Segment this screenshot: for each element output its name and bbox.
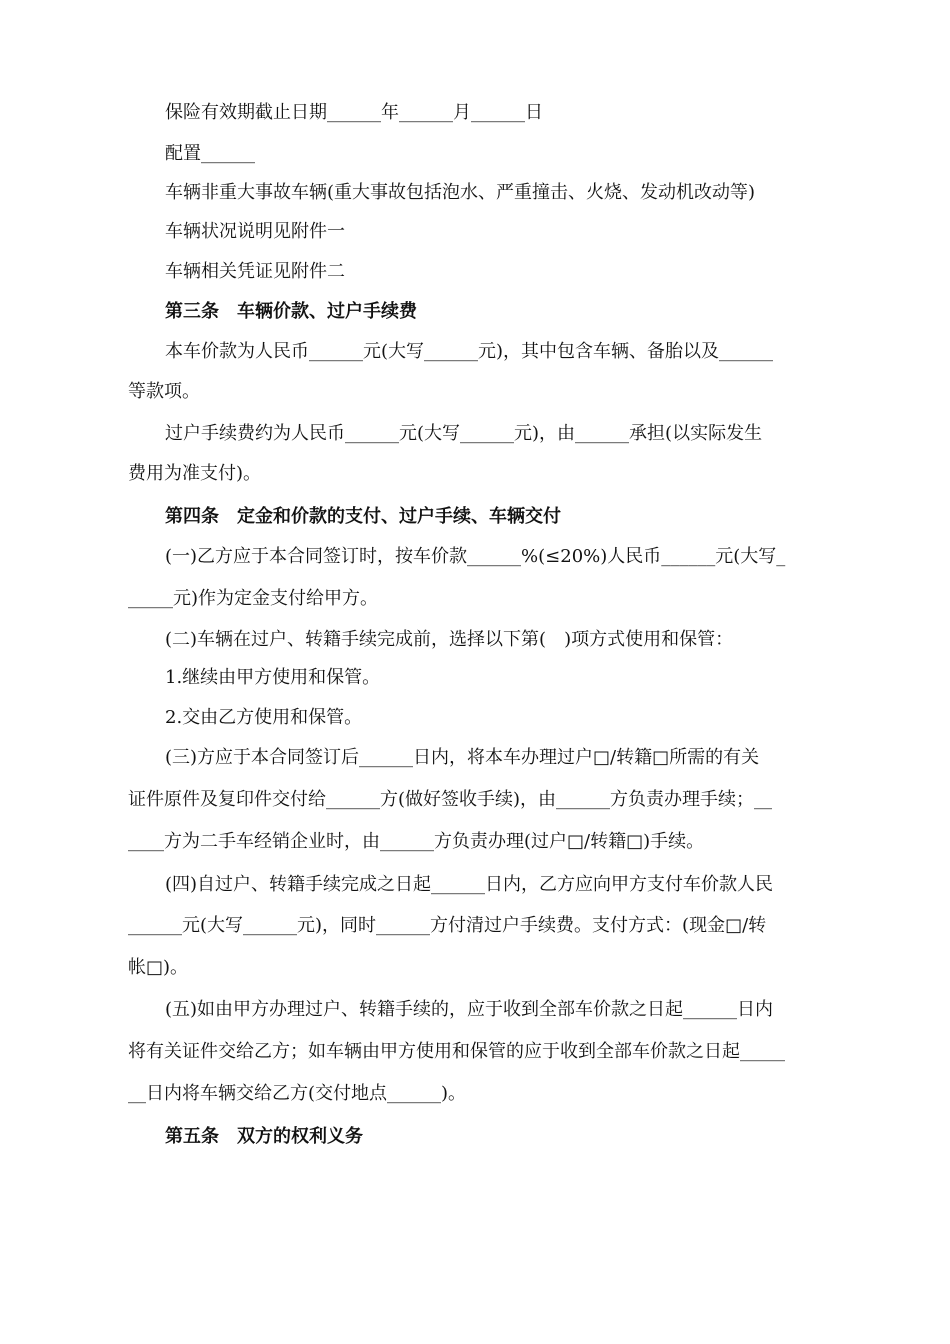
text-line: (一)乙方应于本合同签订时，按车价款______%(≤20%)人民币______元(大写_: [165, 546, 786, 567]
text-line: (二)车辆在过户、转籍手续完成前，选择以下第( )项方式使用和保管：: [165, 629, 734, 650]
text-line: 等款项。: [128, 381, 200, 402]
text-line: 车辆状况说明见附件一: [165, 221, 345, 242]
text-line: 1.继续由甲方使用和保管。: [165, 667, 381, 688]
text-line: 过户手续费约为人民币______元(大写______元)，由______承担(以实际发生: [165, 423, 763, 444]
text-line: 车辆非重大事故车辆(重大事故包括泡水、严重撞击、火烧、发动机改动等): [165, 182, 756, 203]
text-line: 2.交由乙方使用和保管。: [165, 707, 363, 728]
text-line: (四)自过户、转籍手续完成之日起______日内，乙方应向甲方支付车价款人民: [165, 874, 774, 895]
text-line: ______元(大写______元)，同时______方付清过户手续费。支付方式：(现金□/转: [128, 915, 767, 936]
text-line: 配置______: [165, 143, 255, 164]
text-line: (三)方应于本合同签订后______日内，将本车办理过户□/转籍□所需的有关: [165, 747, 760, 768]
text-line: 本车价款为人民币______元(大写______元)，其中包含车辆、备胎以及______: [165, 341, 774, 362]
text-line: 车辆相关凭证见附件二: [165, 261, 345, 282]
text-line: 证件原件及复印件交付给______方(做好签收手续)，由______方负责办理手续；__: [128, 789, 773, 810]
text-line: ____方为二手车经销企业时，由______方负责办理(过户□/转籍□)手续。: [128, 831, 705, 852]
text-line: 帐□)。: [128, 957, 189, 978]
section-heading: 第三条 车辆价款、过户手续费: [165, 301, 417, 322]
section-heading: 第五条 双方的权利义务: [165, 1126, 363, 1147]
text-line: _____元)作为定金支付给甲方。: [128, 588, 379, 609]
text-line: 保险有效期截止日期______年______月______日: [165, 102, 543, 123]
text-line: 将有关证件交给乙方；如车辆由甲方使用和保管的应于收到全部车价款之日起_____: [128, 1041, 785, 1062]
text-line: (五)如由甲方办理过户、转籍手续的，应于收到全部车价款之日起______日内: [165, 999, 774, 1020]
text-line: __日内将车辆交给乙方(交付地点______)。: [128, 1083, 467, 1104]
section-heading: 第四条 定金和价款的支付、过户手续、车辆交付: [165, 506, 561, 527]
text-line: 费用为准支付)。: [128, 463, 262, 484]
